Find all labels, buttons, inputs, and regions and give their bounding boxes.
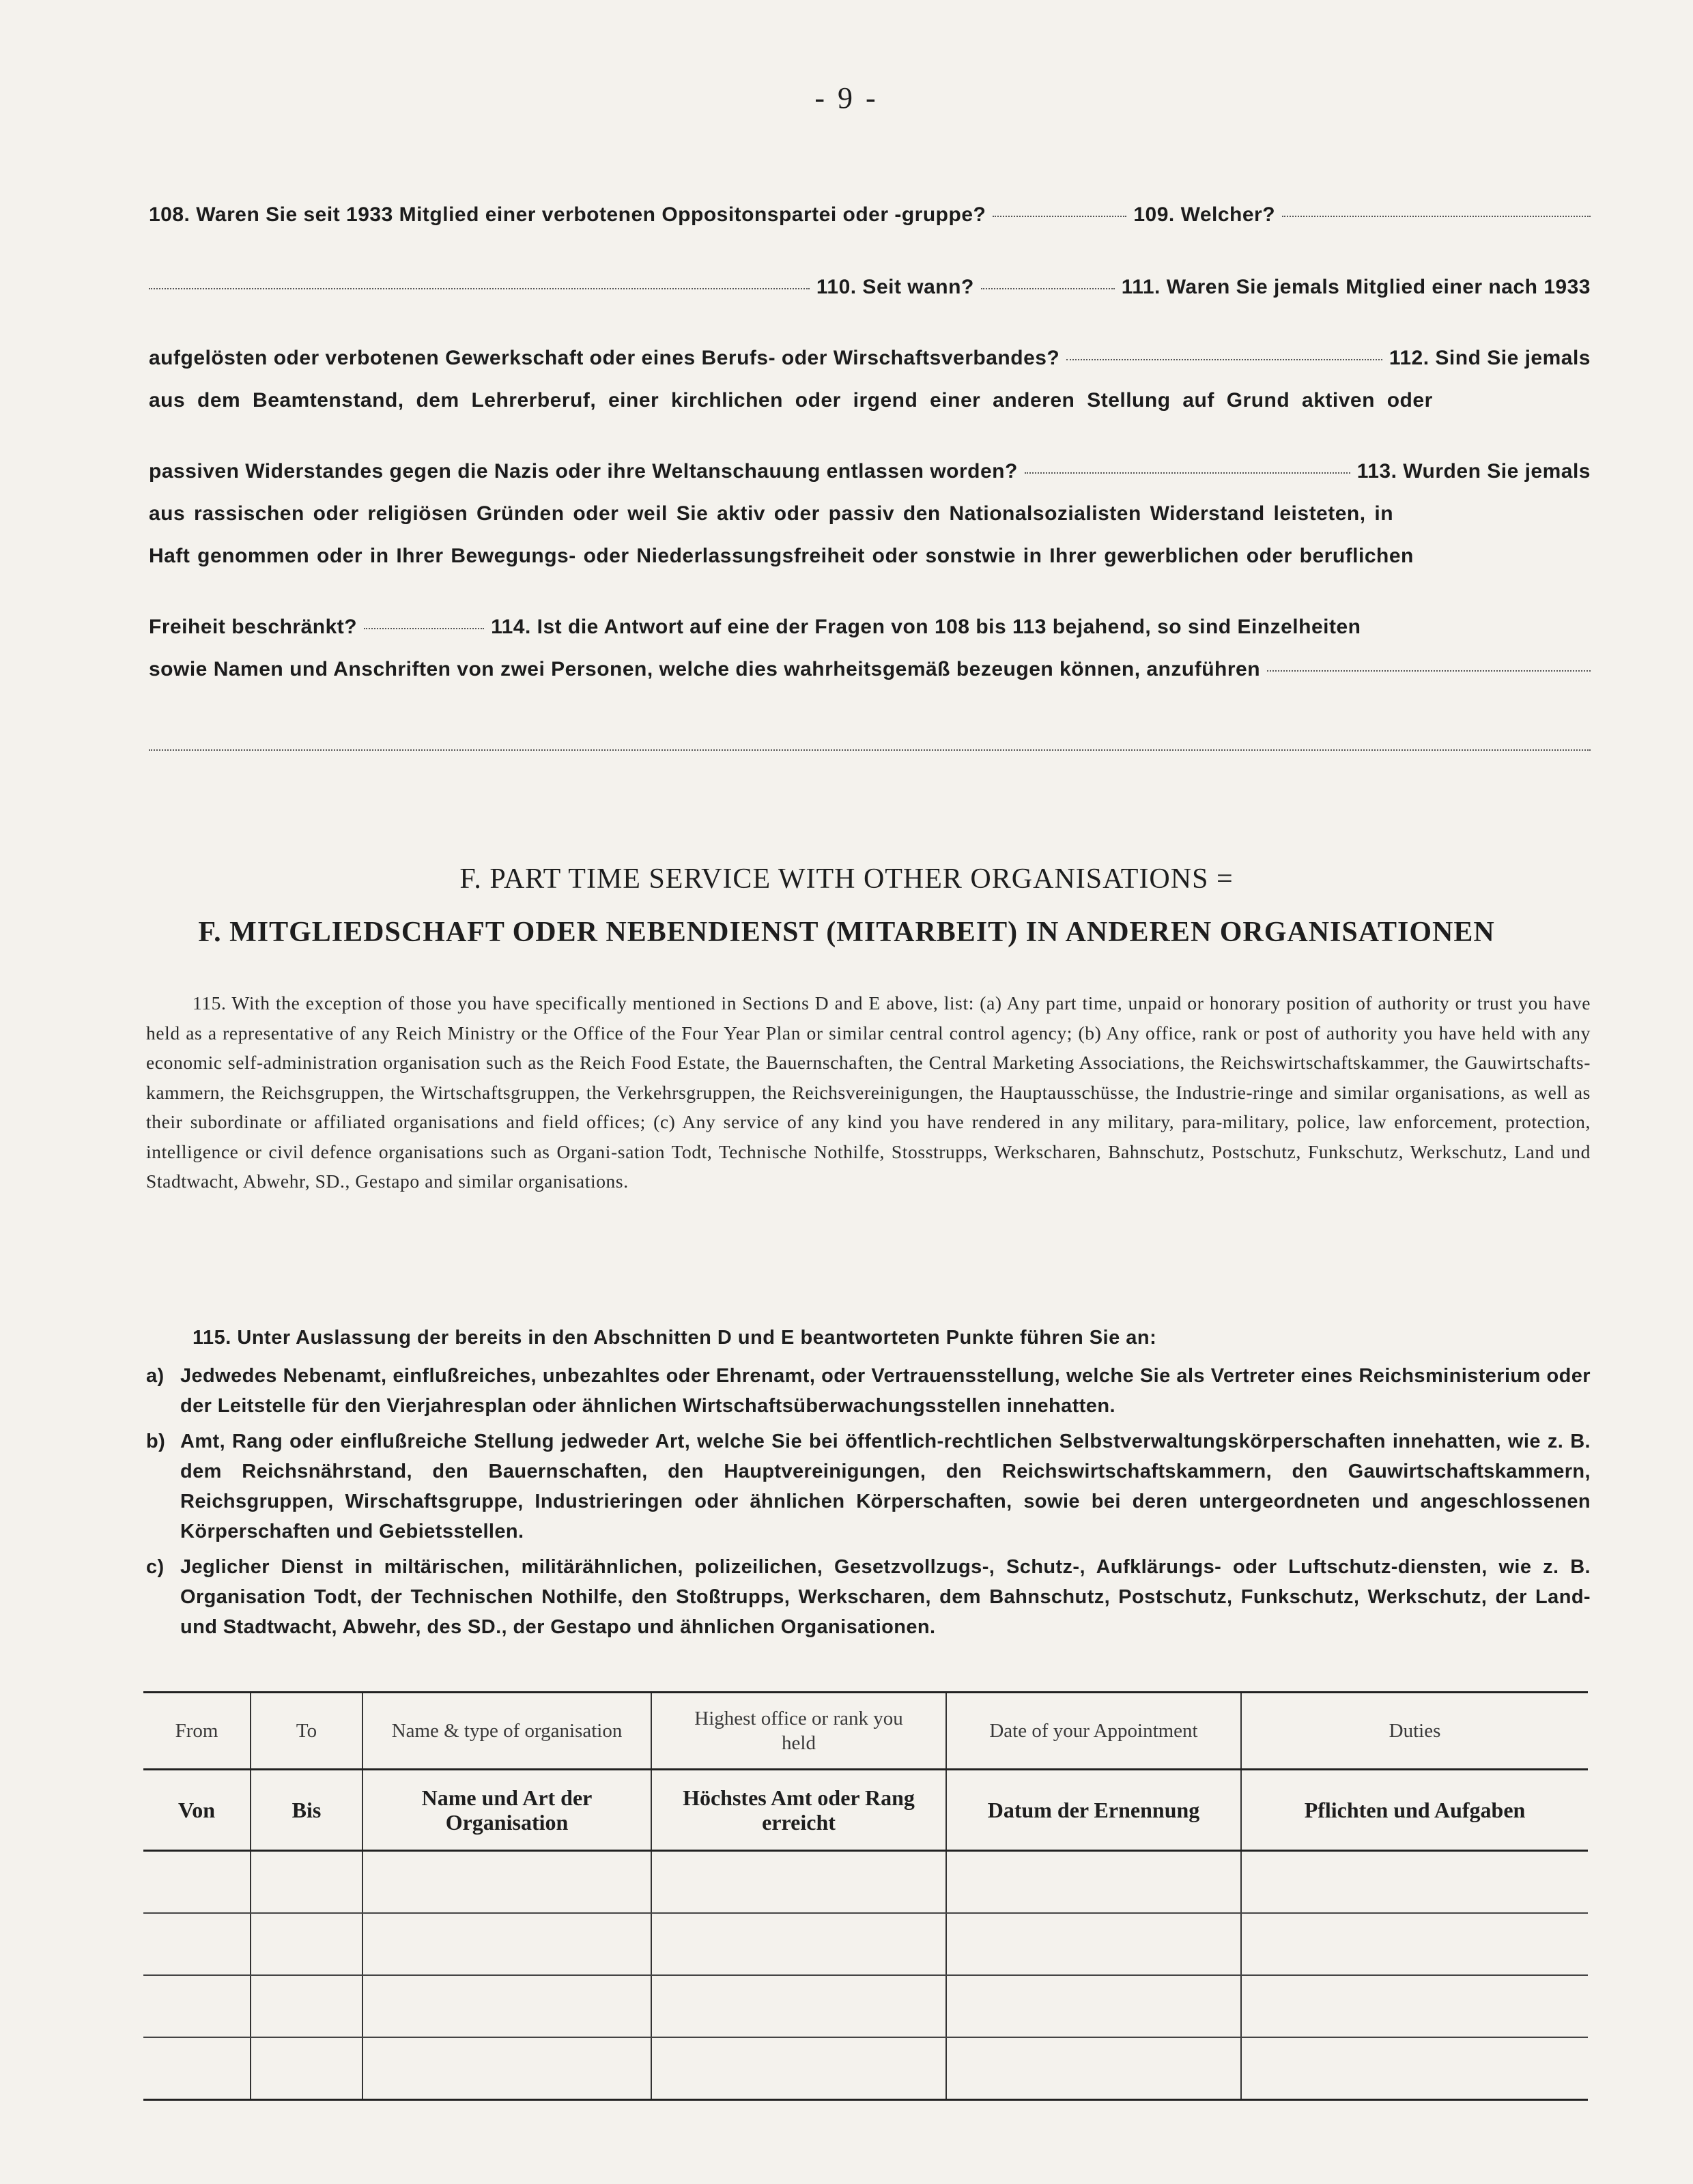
header-name-art: Name und Art der Organisation — [362, 1770, 651, 1851]
cell-date[interactable] — [946, 2037, 1241, 2100]
answer-108-field[interactable] — [993, 215, 1126, 217]
cell-to[interactable] — [251, 1851, 362, 1914]
question-115-en: 115. With the exception of those you have specifically mentioned in Sections D and E above, list: (a) Any part time, unpaid or honorary position of authority or trust you have held as a representative of any Reich Ministry or the Office of the Four Year Plan or similar central control agency; (b) Any office, rank or post of authority you have held with any economic self-administration organisation such as the Reich Food Estate, the Bauernschaften, the Central Marketing Associations, the Reichswirtschaftskammer, the Gauwirtschafts-kammern, the Reichsgruppen, the Wirtschaftsgruppen, the Verkehrsgruppen, the Reichsvereinigungen, the Hauptausschüsse, the Industrie-ringe and similar organisations, as well as their subordinate or affiliated organisations and field offices; (c) Any service of any kind you have rendered in any military, para-military, police, law enforcement, protection, intelligence or civil defence organisations such as Organi-sation Todt, Technische Nothilfe, Stosstrupps, Werkscharen, Bahnschutz, Postschutz, Funkschutz, Werkschutz, Land und Stadtwacht, Abwehr, SD., Gestapo and similar organisations. — [146, 992, 1591, 1192]
cell-to[interactable] — [251, 1913, 362, 1975]
cell-office[interactable] — [651, 1975, 946, 2037]
question-115-de-intro: 115. Unter Auslassung der bereits in den Abschnitten D und E beantworteten Punkte führen Sie an: — [193, 1327, 1157, 1349]
cell-from[interactable] — [143, 1975, 251, 2037]
header-pflichten: Pflichten und Aufgaben — [1241, 1770, 1588, 1851]
question-113-continued: aus rassischen oder religiösen Gründen oder weil Sie aktiv oder passiv den Nationalsozialisten Widerstand leisteten, in — [149, 502, 1394, 525]
item-marker-a: a) — [146, 1365, 165, 1387]
answer-113-field[interactable] — [364, 627, 484, 629]
cell-office[interactable] — [651, 2037, 946, 2100]
table-row — [143, 1975, 1588, 2037]
item-text-b: Amt, Rang oder einflußreiche Stellung jedweder Art, welche Sie bei öffentlich-rechtlichen Selbstverwaltungskörperschaften innehatten, wie z. B. dem Reichsnährstand, den Bauernschaften, den Hauptvereinigungen, den Reichswirtschaftskammern, den Gauwirtschaftskammern, Reichsgruppen, Wirschaftsgruppe, Industrieringen oder ähnlichen Körperschaften, sowie bei deren untergeordneten und angeschlossenen Körperschaften und Gebietsstellen. — [180, 1431, 1591, 1542]
question-line-7 — [149, 545, 1591, 572]
header-hoechstes-amt: Höchstes Amt oder Rang erreicht — [651, 1770, 946, 1851]
answer-112-field[interactable] — [1025, 472, 1350, 474]
question-111-continued: aufgelösten oder verbotenen Gewerkschaft oder eines Berufs- oder Wirschaftsverbandes? — [149, 347, 1060, 369]
question-112-continued: aus dem Beamtenstand, dem Lehrerberuf, einer kirchlichen oder irgend einer anderen Stellung auf Grund aktiven oder — [149, 389, 1433, 412]
cell-organisation[interactable] — [362, 2037, 651, 2100]
header-appointment-date: Date of your Appointment — [946, 1693, 1241, 1770]
header-to: To — [251, 1693, 362, 1770]
item-marker-c: c) — [146, 1556, 165, 1578]
table-row — [143, 2037, 1588, 2100]
answer-109-field[interactable] — [1282, 215, 1591, 217]
answer-111-field[interactable] — [1066, 358, 1382, 360]
cell-office[interactable] — [651, 1851, 946, 1914]
section-title-en: F. PART TIME SERVICE WITH OTHER ORGANISATIONS = — [459, 863, 1234, 895]
section-title-de: F. MITGLIEDSCHAFT ODER NEBENDIENST (MITARBEIT) IN ANDEREN ORGANISATIONEN — [198, 917, 1495, 948]
question-115-item-a — [146, 1361, 1591, 1421]
cell-from[interactable] — [143, 2037, 251, 2100]
cell-from[interactable] — [143, 1851, 251, 1914]
question-line-3 — [149, 347, 1591, 374]
table-row — [143, 1851, 1588, 1914]
table-header-de — [143, 1770, 1588, 1851]
question-111: 111. Waren Sie jemals Mitglied einer nach 1933 — [1121, 276, 1591, 298]
question-110: 110. Seit wann? — [816, 276, 974, 298]
header-name-type: Name & type of organisation — [362, 1693, 651, 1770]
question-109: 109. Welcher? — [1133, 203, 1276, 226]
header-datum: Datum der Ernennung — [946, 1770, 1241, 1851]
answer-109-continued-field[interactable] — [149, 287, 810, 289]
cell-date[interactable] — [946, 1975, 1241, 2037]
item-text-a: Jedwedes Nebenamt, einflußreiches, unbezahltes oder Ehrenamt, oder Vertrauensstellung, welche Sie als Vertreter eines Reichsministerium oder der Leitstelle für den Vierjahresplan oder ähnlichen Wirtschaftsüberwachungsstellen innehatten. — [180, 1365, 1591, 1417]
header-from: From — [143, 1693, 251, 1770]
question-114-continued: sowie Namen und Anschriften von zwei Personen, welche dies wahrheitsgemäß bezeugen können, anzuführen — [149, 658, 1261, 680]
answer-110-field[interactable] — [981, 287, 1115, 289]
header-bis: Bis — [251, 1770, 362, 1851]
cell-duties[interactable] — [1241, 2037, 1588, 2100]
question-112: 112. Sind Sie jemals — [1389, 347, 1591, 369]
question-line-5 — [149, 460, 1591, 487]
question-113-continued-2: Haft genommen oder in Ihrer Bewegungs- oder Niederlassungsfreiheit oder sonstwie in Ihrer gewerblichen oder beruflichen — [149, 545, 1414, 567]
cell-organisation[interactable] — [362, 1913, 651, 1975]
cell-to[interactable] — [251, 2037, 362, 2100]
cell-to[interactable] — [251, 1975, 362, 2037]
question-line-6 — [149, 502, 1591, 530]
question-line-1 — [149, 203, 1591, 231]
cell-duties[interactable] — [1241, 1851, 1588, 1914]
question-108: 108. Waren Sie seit 1933 Mitglied einer verbotenen Oppositonspartei oder -gruppe? — [149, 203, 986, 226]
cell-office[interactable] — [651, 1913, 946, 1975]
question-line-9 — [149, 658, 1591, 685]
answer-114-field[interactable] — [1267, 670, 1591, 672]
question-113: 113. Wurden Sie jemals — [1356, 460, 1591, 483]
question-line-2 — [149, 276, 1591, 303]
question-115-item-b — [146, 1426, 1591, 1547]
header-duties: Duties — [1241, 1693, 1588, 1770]
cell-date[interactable] — [946, 1851, 1241, 1914]
cell-from[interactable] — [143, 1913, 251, 1975]
answer-114-continued-field[interactable] — [149, 749, 1591, 751]
cell-organisation[interactable] — [362, 1851, 651, 1914]
table-row — [143, 1913, 1588, 1975]
cell-duties[interactable] — [1241, 1975, 1588, 2037]
question-115-item-c — [146, 1552, 1591, 1642]
cell-date[interactable] — [946, 1913, 1241, 1975]
question-114: 114. Ist die Antwort auf eine der Fragen von 108 bis 113 bejahend, so sind Einzelheiten — [491, 616, 1361, 638]
cell-organisation[interactable] — [362, 1975, 651, 2037]
question-113-end: Freiheit beschränkt? — [149, 616, 358, 638]
question-112-end: passiven Widerstandes gegen die Nazis oder ihre Weltanschauung entlassen worden? — [149, 460, 1018, 483]
question-line-4 — [149, 389, 1591, 416]
organisations-table — [143, 1691, 1588, 2101]
item-text-c: Jeglicher Dienst in miltärischen, militärähnlichen, polizeilichen, Gesetzvollzugs-, Schutz-, Aufklärungs- oder Luftschutz-diensten, wie z. B. Organisation Todt, der Technischen Nothilfe, den Stoßtrupps, Werkscharen, dem Bahnschutz, Postschutz, Funkschutz, Werkschutz, der Land- und Stadtwacht, Abwehr, des SD., der Gestapo und ähnlichen Organisationen. — [180, 1556, 1591, 1638]
item-marker-b: b) — [146, 1431, 166, 1452]
table-header-en — [143, 1693, 1588, 1770]
header-von: Von — [143, 1770, 251, 1851]
question-line-8 — [149, 616, 1591, 643]
page-number: - 9 - — [814, 81, 879, 115]
header-highest-office: Highest office or rank you held — [651, 1693, 946, 1770]
cell-duties[interactable] — [1241, 1913, 1588, 1975]
